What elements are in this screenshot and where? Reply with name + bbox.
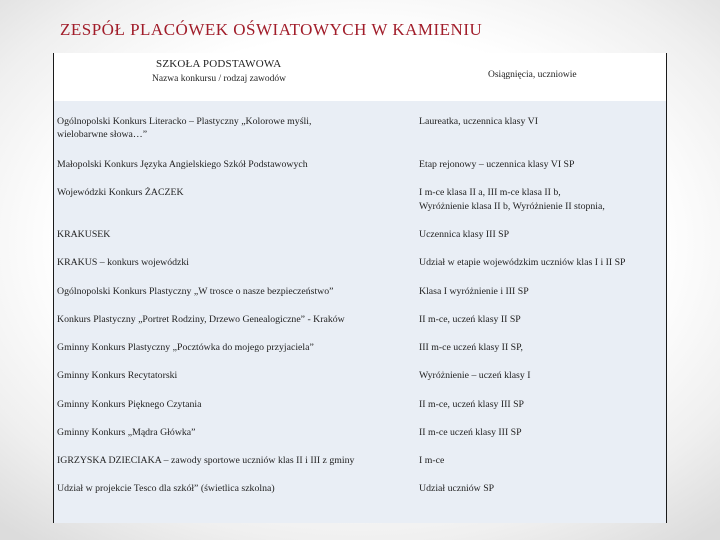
row-12-result: I m-ce [419, 455, 445, 466]
row-1-result: Laureatka, uczennica klasy VI [419, 116, 538, 127]
row-13-result: Udział uczniów SP [419, 483, 495, 494]
row-3-name: Wojewódzki Konkurs ŻACZEK [57, 187, 184, 198]
row-7-result: II m-ce, uczeń klasy II SP [419, 314, 521, 325]
achievements-table [53, 53, 667, 523]
row-12-name: IGRZYSKA DZIECIAKA – zawody sportowe uczniów klas II i III z gminy [57, 455, 355, 466]
page-title: ZESPÓŁ PLACÓWEK OŚWIATOWYCH W KAMIENIU [60, 20, 483, 39]
column-header-result: Osiągnięcia, uczniowie [488, 70, 577, 80]
row-11-result: II m-ce uczeń klasy III SP [419, 427, 522, 438]
row-1-name: Ogólnopolski Konkurs Literacko – Plastyczny „Kolorowe myśli, [57, 116, 312, 127]
row-2-name: Małopolski Konkurs Języka Angielskiego Szkół Podstawowych [57, 159, 308, 170]
row-6-result: Klasa I wyróżnienie i III SP [419, 286, 529, 297]
row-2-result: Etap rejonowy – uczennica klasy VI SP [419, 159, 575, 170]
row-4-result: Uczennica klasy III SP [419, 229, 510, 240]
row-5-result: Udział w etapie wojewódzkim uczniów klas I i II SP [419, 257, 626, 268]
row-9-result: Wyróżnienie – uczeń klasy I [419, 370, 531, 381]
row-1-name-line2: wielobarwne słowa…” [57, 129, 148, 140]
row-3-result-line2: Wyróżnienie klasa II b, Wyróżnienie II stopnia, [419, 201, 605, 212]
row-10-name: Gminny Konkurs Pięknego Czytania [57, 399, 202, 410]
row-10-result: II m-ce, uczeń klasy III SP [419, 399, 525, 410]
row-11-name: Gminny Konkurs „Mądra Główka” [57, 427, 196, 438]
row-3-result: I m-ce klasa II a, III m-ce klasa II b, [419, 187, 561, 198]
column-header-name: Nazwa konkursu / rodzaj zawodów [152, 74, 287, 84]
row-8-name: Gminny Konkurs Plastyczny „Pocztówka do mojego przyjaciela” [57, 342, 314, 353]
row-4-name: KRAKUSEK [57, 229, 111, 240]
row-6-name: Ogólnopolski Konkurs Plastyczny „W trosce o nasze bezpieczeństwo” [57, 286, 334, 297]
table-subheading: SZKOŁA PODSTAWOWA [156, 58, 282, 70]
table-header [54, 53, 666, 101]
row-5-name: KRAKUS – konkurs wojewódzki [57, 257, 189, 268]
row-13-name: Udział w projekcie Tesco dla szkół” (świetlica szkolna) [57, 483, 275, 494]
row-8-result: III m-ce uczeń klasy II SP, [419, 342, 523, 353]
row-7-name: Konkurs Plastyczny „Portret Rodziny, Drzewo Genealogiczne” - Kraków [57, 314, 345, 325]
row-9-name: Gminny Konkurs Recytatorski [57, 370, 178, 381]
